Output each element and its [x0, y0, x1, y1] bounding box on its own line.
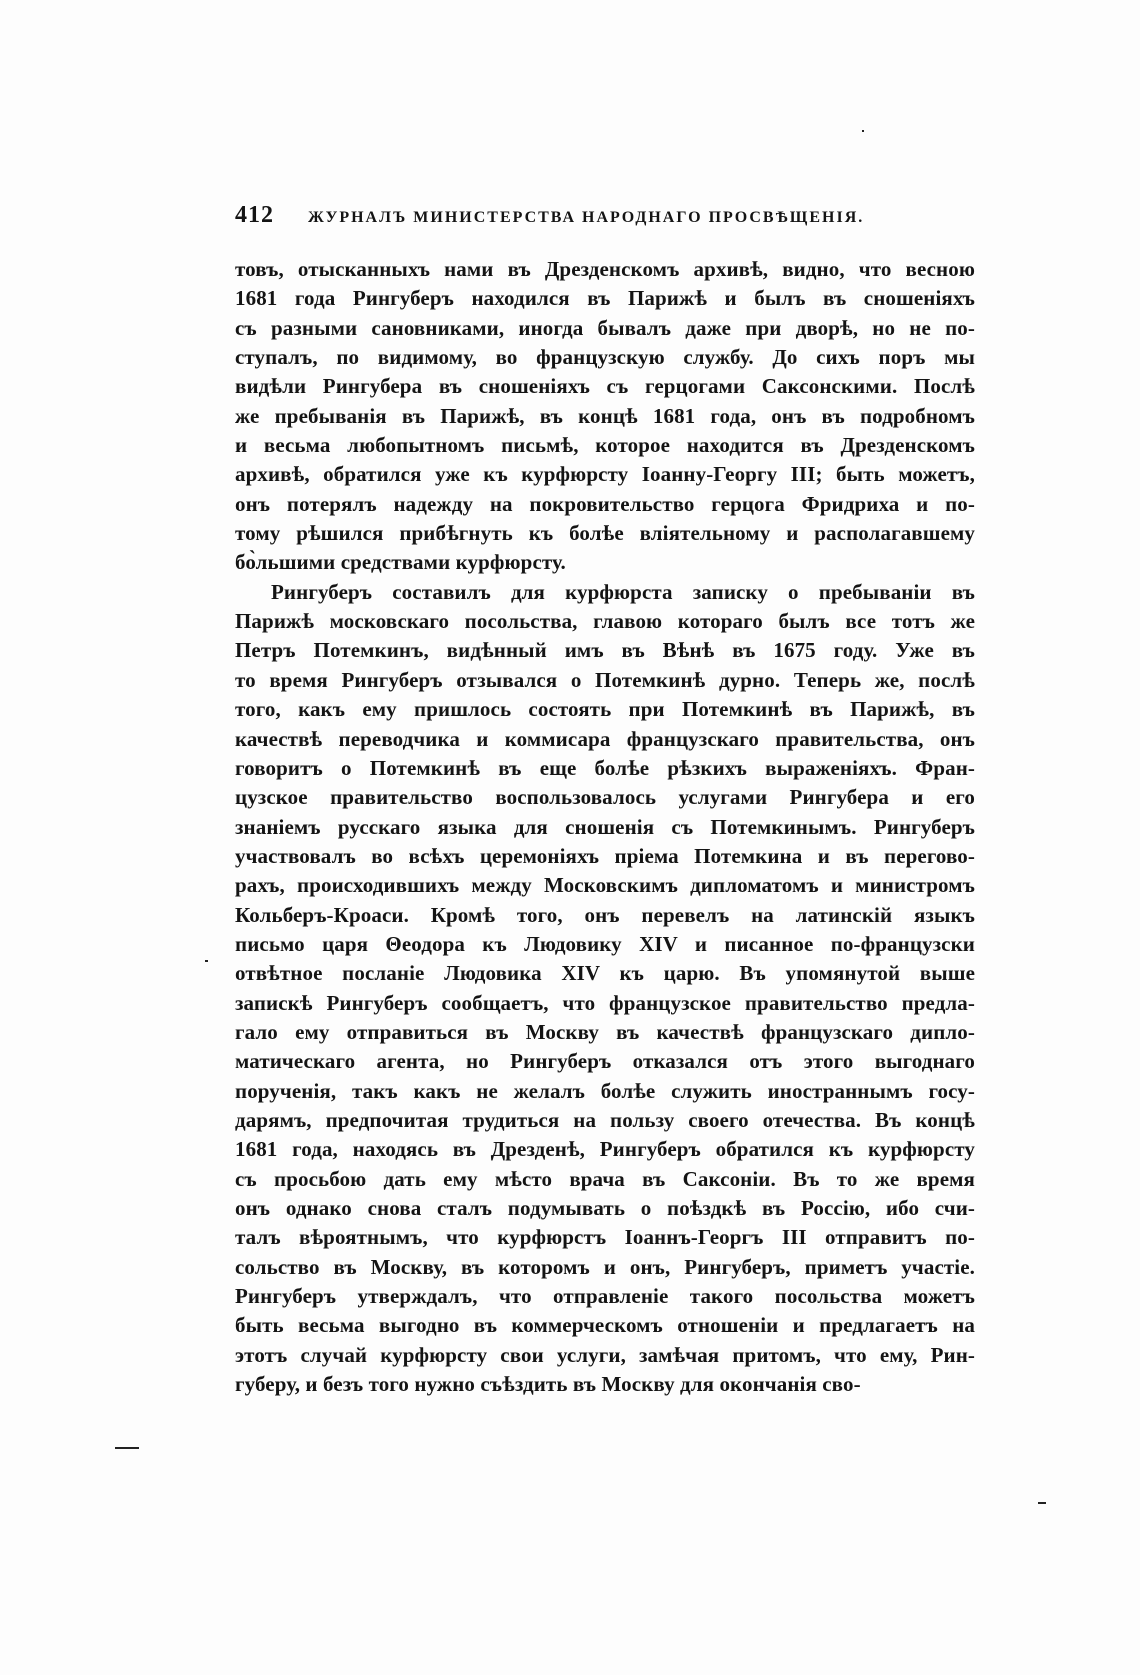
text-line: отвѣтное посланіе Людовика XIV къ царю. Въ упомянутой выше — [235, 961, 975, 986]
page-number: 412 — [235, 202, 274, 228]
text-line: сольство въ Москву, въ которомъ и онъ, Рингуберъ, приметъ участіе. — [235, 1254, 975, 1279]
scan-mark — [115, 1447, 139, 1449]
text-line: Петръ Потемкинъ, видѣнный имъ въ Вѣнѣ въ 1675 году. Уже въ — [235, 638, 975, 663]
text-line: онъ однако снова сталъ подумывать о поѣздкѣ въ Россію, ибо счи- — [235, 1196, 975, 1220]
text-line: матическаго агента, но Рингуберъ отказался отъ этого выгоднаго — [235, 1049, 975, 1074]
text-line: дарямъ, предпочитая трудиться на пользу своего отечества. Въ концѣ — [235, 1107, 975, 1132]
text-line: губеру, и безъ того нужно съѣздить въ Москву для окончанія сво- — [235, 1372, 861, 1397]
paragraph — [235, 578, 975, 1400]
scan-mark — [205, 960, 208, 962]
text-line: архивѣ, обратился уже къ курфюрсту Іоанну-Георгу III; быть можетъ, — [235, 462, 975, 487]
text-line: Рингуберъ составилъ для курфюрста записку о пребываніи въ — [271, 579, 975, 604]
text-line: тому рѣшился прибѣгнуть къ болѣе вліятельному и располагавшему — [235, 521, 975, 546]
text-line: же пребыванія въ Парижѣ, въ концѣ 1681 года, онъ въ подробномъ — [235, 403, 975, 428]
body-text — [235, 255, 975, 1399]
text-line: рахъ, происходившихъ между Московскимъ дипломатомъ и министромъ — [235, 873, 975, 898]
text-line: говоритъ о Потемкинѣ въ еще болѣе рѣзкихъ выраженіяхъ. Фран- — [235, 755, 975, 780]
text-line: бо̀льшими средствами курфюрсту. — [235, 550, 566, 575]
text-line: онъ потерялъ надежду на покровительство герцога Фридриха и по- — [235, 491, 975, 516]
text-line: Парижѣ московскаго посольства, главою котораго былъ все тотъ же — [235, 609, 975, 634]
page-header — [235, 202, 975, 232]
text-line: быть весьма выгодно въ коммерческомъ отношеніи и предлагаетъ на — [235, 1313, 975, 1338]
text-line: Рингуберъ утверждалъ, что отправленіе такого посольства можетъ — [235, 1284, 975, 1309]
text-line: цузское правительство воспользовалось услугами Рингубера и его — [235, 785, 975, 810]
text-line: порученія, такъ какъ не желалъ болѣе служить иностраннымъ госу- — [235, 1078, 975, 1103]
scan-mark — [1038, 1502, 1046, 1504]
text-line: то время Рингуберъ отзывался о Потемкинѣ дурно. Теперь же, послѣ — [235, 667, 975, 692]
text-line: съ просьбою дать ему мѣсто врача въ Саксоніи. Въ то же время — [235, 1166, 975, 1191]
running-title: ЖУРНАЛЪ МИНИСТЕРСТВА НАРОДНАГО ПРОСВѢЩЕНІЯ. — [308, 209, 865, 226]
text-line: 1681 года Рингуберъ находился въ Парижѣ и былъ въ сношеніяхъ — [235, 286, 975, 311]
text-line: этотъ случай курфюрсту свои услуги, замѣчая притомъ, что ему, Рин- — [235, 1342, 975, 1367]
text-line: гало ему отправиться въ Москву въ качествѣ французскаго дипло- — [235, 1019, 975, 1044]
text-line: письмо царя Θеодора къ Людовику XIV и писанное по-французски — [235, 931, 975, 956]
text-line: 1681 года, находясь въ Дрезденѣ, Рингуберъ обратился къ курфюрсту — [235, 1137, 975, 1162]
text-line: съ разными сановниками, иногда бывалъ даже при дворѣ, но не по- — [235, 315, 975, 340]
text-line: участвовалъ во всѣхъ церемоніяхъ пріема Потемкина и въ перегово- — [235, 843, 975, 868]
text-line: знаніемъ русскаго языка для сношенія съ Потемкинымъ. Рингуберъ — [235, 814, 975, 839]
text-line: ступалъ, по видимому, во французскую службу. До сихъ поръ мы — [235, 345, 975, 370]
text-line: качествѣ переводчика и коммисара французскаго правительства, онъ — [235, 726, 975, 751]
text-line: Кольберъ-Кроаси. Кромѣ того, онъ перевелъ на латинскій языкъ — [235, 902, 975, 927]
scan-mark — [862, 130, 864, 132]
text-line: товъ, отысканныхъ нами въ Дрезденскомъ архивѣ, видно, что весною — [235, 257, 975, 281]
paragraph — [235, 255, 975, 578]
text-line: талъ вѣроятнымъ, что курфюрстъ Іоаннъ-Георгъ III отправитъ по- — [235, 1225, 975, 1250]
text-line: видѣли Рингубера въ сношеніяхъ съ герцогами Саксонскими. Послѣ — [235, 374, 975, 399]
text-line: запискѣ Рингуберъ сообщаетъ, что французское правительство предла- — [235, 990, 975, 1015]
text-line: и весьма любопытномъ письмѣ, которое находится въ Дрезденскомъ — [235, 433, 975, 458]
text-line: того, какъ ему пришлось состоять при Потемкинѣ въ Парижѣ, въ — [235, 697, 975, 722]
